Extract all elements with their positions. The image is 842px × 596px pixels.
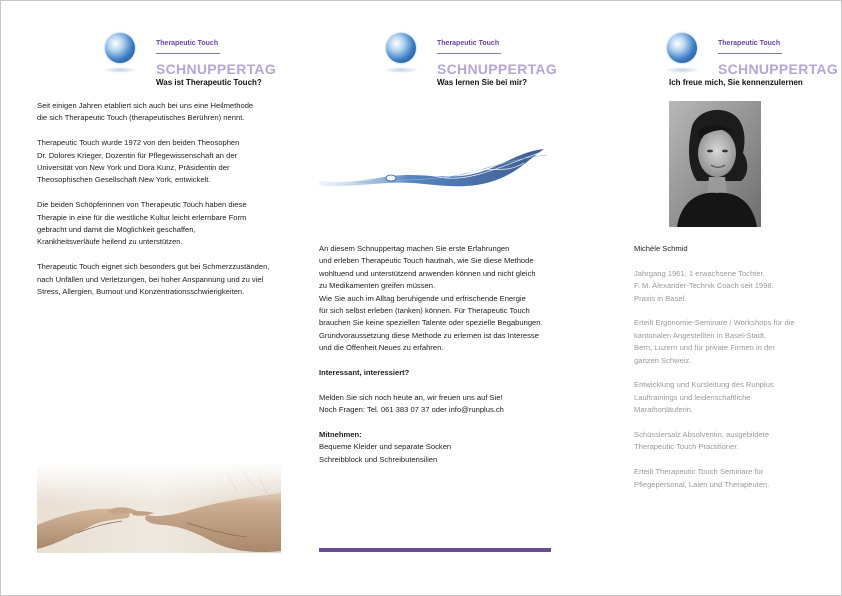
brand-label: Therapeutic Touch	[718, 40, 781, 47]
brand-underline	[718, 53, 782, 54]
touching-hands-image	[37, 463, 281, 553]
panel3-paragraph-1: Jahrgang 1961, 1 erwachsene Tochter. F. M. Alexander-Technik Coach seit 1998. Praxis in Basel.	[634, 268, 774, 303]
globe-logo-icon	[386, 33, 416, 63]
brand-label: Therapeutic Touch	[437, 40, 500, 47]
panel3-paragraph-3: Entwicklung und Kursleitung des Runplus Lauftrainings und leidenschaftliche Marathonläuferin.	[634, 380, 774, 415]
headline: SCHNUPPERTAG	[156, 61, 277, 77]
panel1-paragraph-1: Seit einigen Jahren etabliert sich auch bei uns eine Heilmethode die sich Therapeutic Touch (therapeutisches Berühren) nennt.	[37, 101, 254, 123]
panel1-paragraph-2: Therapeutic Touch wurde 1972 von den beiden Theosophen Dr. Dolores Krieger, Dozentin für Pflegewissenschaft an der Universität von New York und Dora Kunz, Präsidentin der Theosophischen Gesellschaft New York, entwickelt.	[37, 138, 240, 185]
person-name: Michèle Schmid	[634, 244, 688, 253]
panel2-paragraph-1: An diesem Schnuppertag machen Sie erste Erfahrungen und erleben Therapeutic Touch hautnah, wie Sie diese Methode wohltuend und unterstützend anwenden können und nicht gleich zu Medikamenten greifen müssen. Wie Sie auch im Alltag beruhigende und erfrischende Energie für sich selbst erleben (tanken) können. Für Therapeutic Touch brauchen Sie keine speziellen Talente oder spezielle Begabungen. Grundvoraussetzung diese Methode zu erlernen ist das Interesse und die Offenheit Neues zu erfahren.	[319, 244, 543, 353]
portrait-photo	[669, 101, 761, 227]
headline: SCHNUPPERTAG	[718, 61, 839, 77]
bring-heading: Mitnehmen:	[319, 430, 362, 440]
panel1-paragraph-3: Die beiden Schöpferinnen von Therapeutic Touch haben diese Therapie in eine für die westliche Kultur leicht erlernbare Form gebracht und damit die Möglichkeit geschaffen, Krankheitsverläufe heilend zu unterstützen.	[37, 200, 247, 247]
headline: SCHNUPPERTAG	[437, 61, 558, 77]
energy-wave-image	[319, 145, 551, 197]
panel3-paragraph-2: Erteilt Ergonomie-Seminare / Workshops für die kantonalen Angestellten in Basel-Stadt, Bern, Luzern und für private Firmen in der ganzen Schweiz.	[634, 318, 795, 365]
panel3-paragraph-4: Schüsslersalz Absolventin, ausgebildete Therapeutic Touch Practitioner.	[634, 430, 770, 452]
panel3-paragraph-5: Erteilt Therapeutic Touch Seminare für Pflegepersonal, Laien und Therapeuten.	[634, 467, 770, 489]
panel2-subtitle: Was lernen Sie bei mir?	[437, 78, 527, 87]
panel2-contact: Melden Sie sich noch heute an, wir freuen uns auf Sie! Noch Fragen: Tel. 061 383 07 37 oder info@runplus.ch	[319, 392, 504, 415]
brand-underline	[156, 53, 220, 54]
panel1-subtitle: Was ist Therapeutic Touch?	[156, 78, 262, 87]
globe-logo-icon	[667, 33, 697, 63]
panel1-paragraph-4: Therapeutic Touch eignet sich besonders gut bei Schmerzzuständen, nach Unfällen und Verletzungen, bei hoher Anspannung und zu viel Stress, Allergien, Burnout und Konzentrationsschwierigkeiten.	[37, 262, 270, 297]
bottom-accent-bar	[319, 548, 551, 552]
panel2-body	[319, 243, 569, 479]
panel1-body	[37, 100, 287, 311]
bring-list: Mitnehmen: Bequeme Kleider und separate Socken Schreibblock und Schreibutensilien	[319, 430, 452, 464]
panel3-body	[634, 243, 834, 503]
interest-heading: Interessant, interessiert?	[319, 368, 410, 378]
brand-label: Therapeutic Touch	[156, 40, 219, 47]
brand-underline	[437, 53, 501, 54]
globe-logo-icon	[105, 33, 135, 63]
panel3-subtitle: Ich freue mich, Sie kennenzulernen	[669, 78, 803, 87]
